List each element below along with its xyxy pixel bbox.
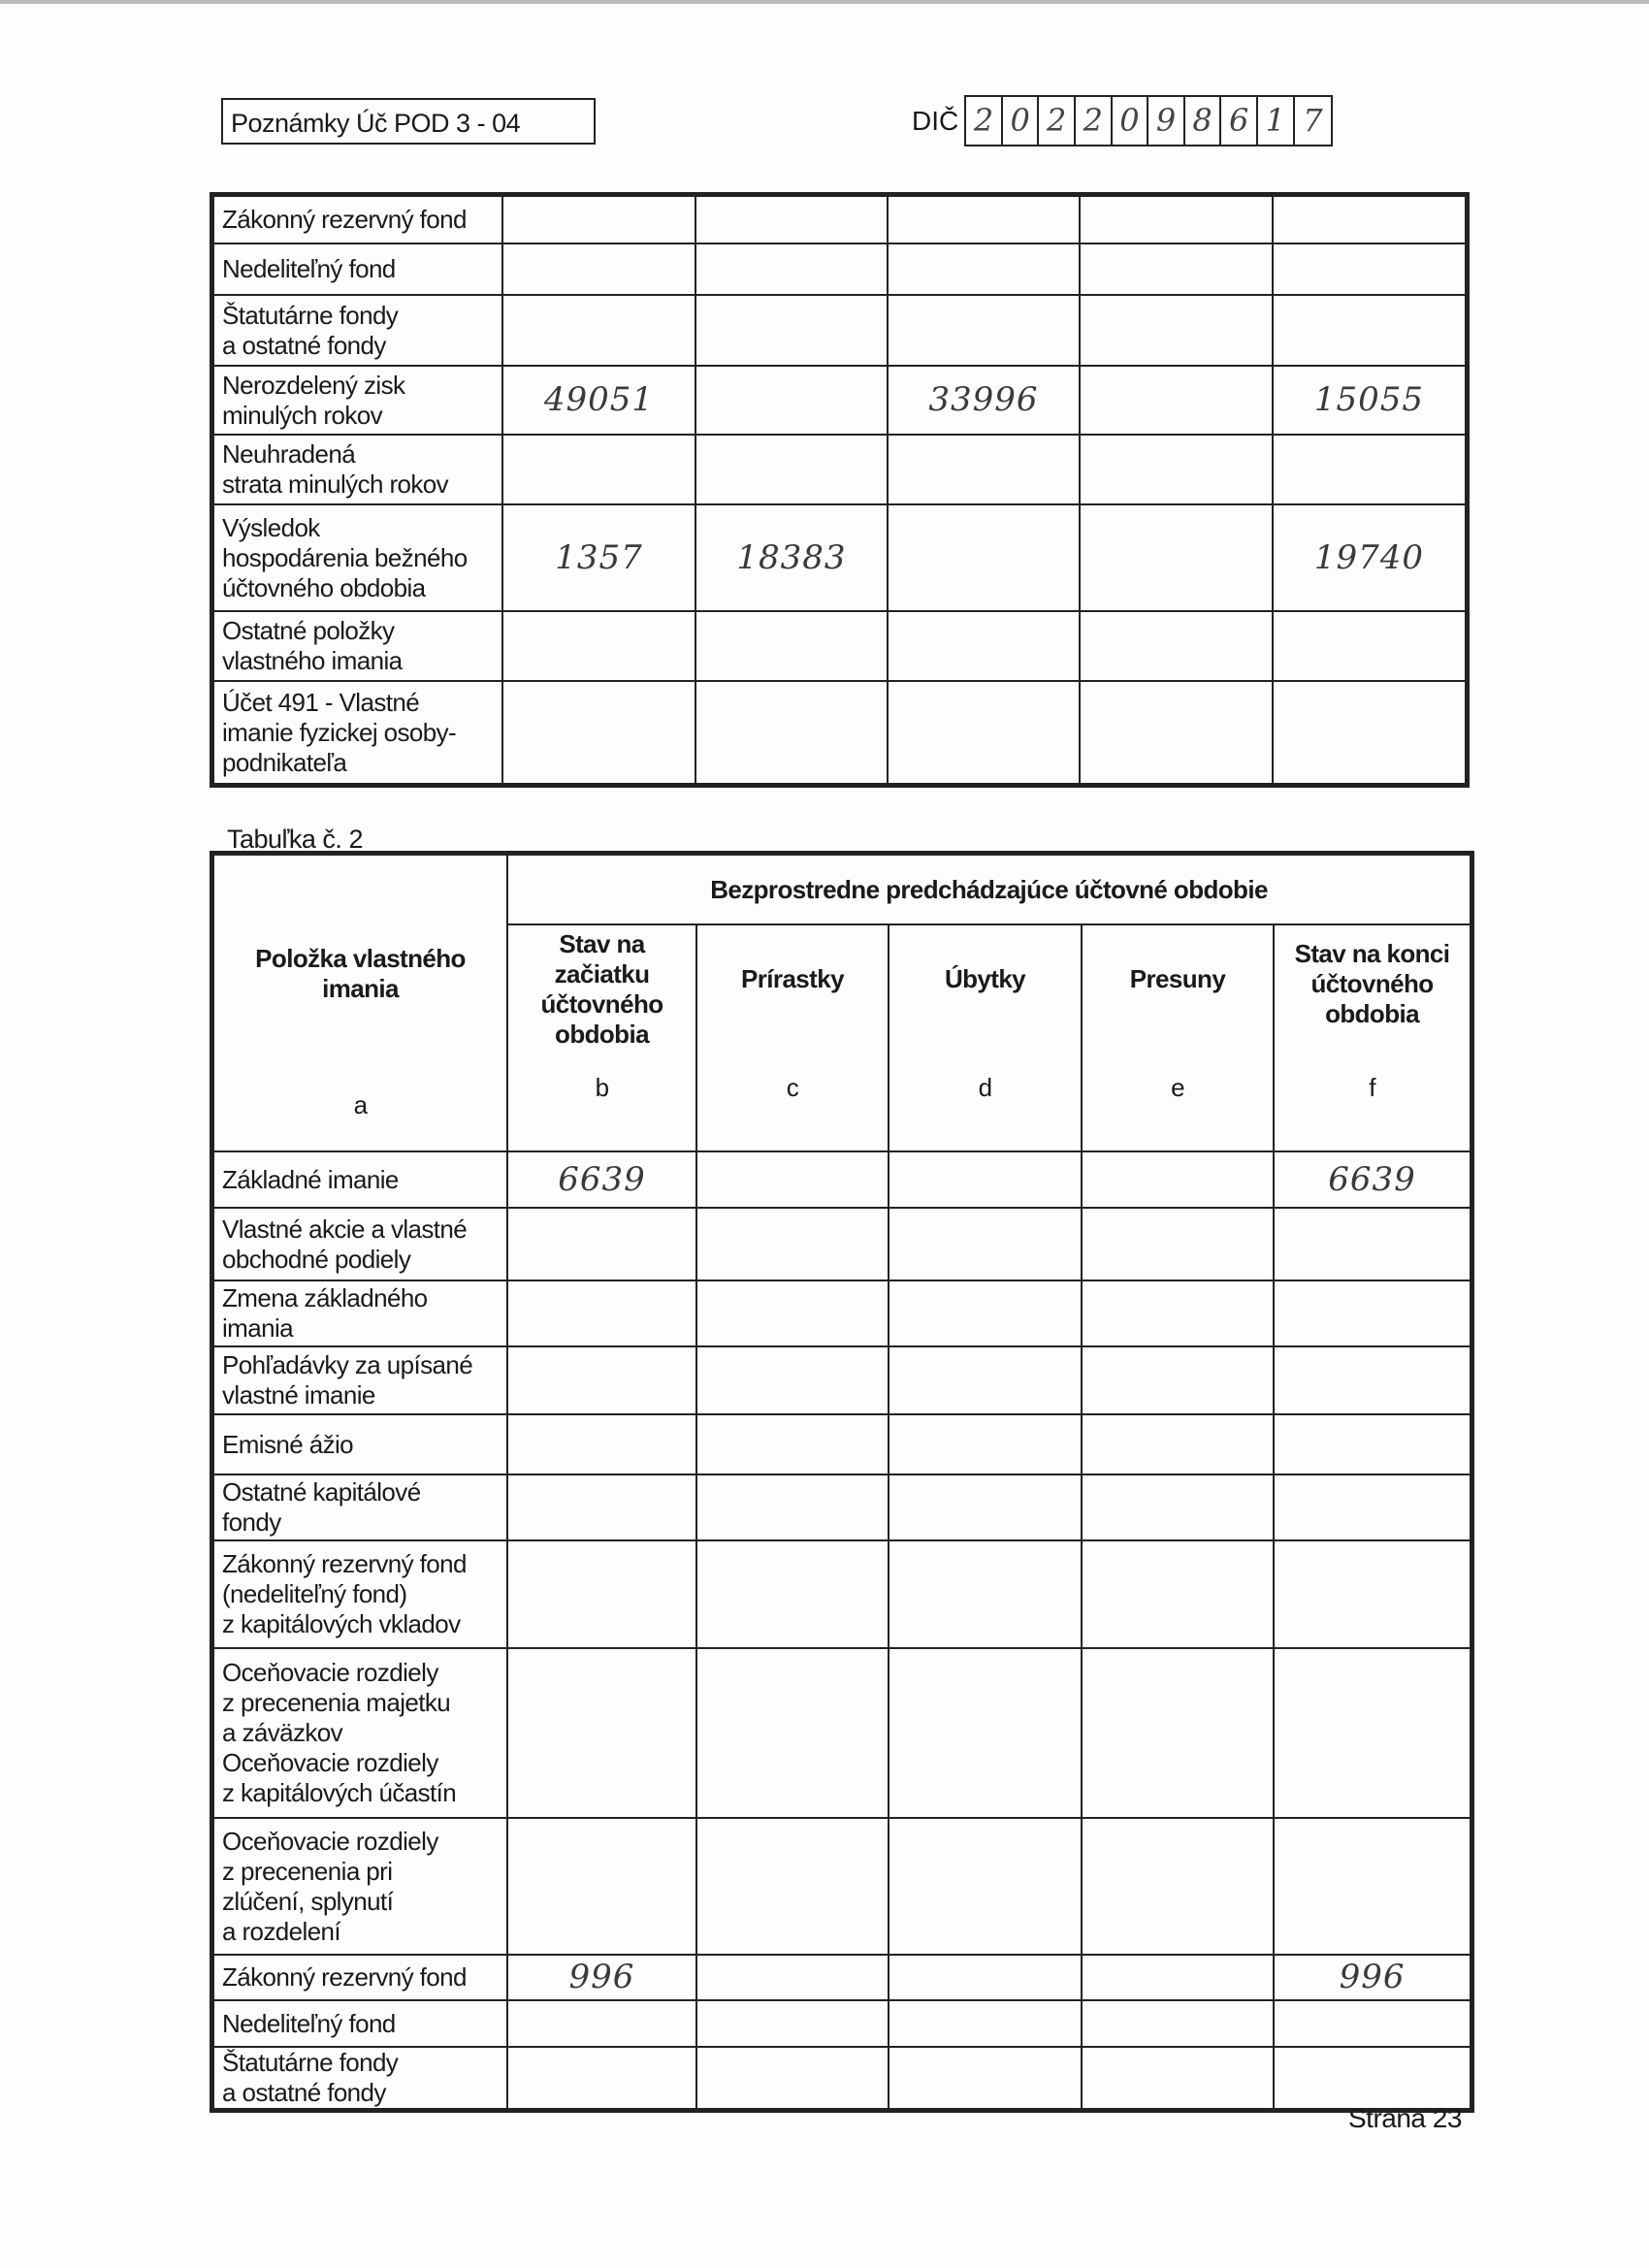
table-row: [213, 1280, 1471, 1346]
table-row: [213, 2000, 1471, 2047]
value-cell-c[interactable]: [696, 1151, 889, 1208]
value-cell-d[interactable]: [889, 2047, 1082, 2109]
value-cell-c[interactable]: [695, 196, 888, 243]
table-row: [213, 504, 1466, 611]
value-cell-d[interactable]: [888, 681, 1080, 784]
value-cell-e[interactable]: [1082, 1280, 1274, 1346]
column-header-f: [1274, 924, 1471, 1151]
dic-digit[interactable]: 0: [1003, 97, 1040, 145]
table-row: [213, 1540, 1471, 1648]
value-cell-e[interactable]: [1082, 1208, 1274, 1280]
column-header-c: [696, 924, 889, 1151]
row-label: Pohľadávky za upísané vlastné imanie: [213, 1346, 507, 1414]
value-cell-e[interactable]: [1082, 2047, 1274, 2109]
value-cell-f[interactable]: [1274, 1346, 1471, 1414]
value-cell-b[interactable]: 1357: [502, 504, 695, 611]
value-cell-e[interactable]: [1080, 435, 1273, 504]
column-letter-f: f: [1369, 1073, 1375, 1103]
value-cell-e[interactable]: [1080, 196, 1273, 243]
table-row: [213, 1414, 1471, 1474]
row-label: Vlastné akcie a vlastné obchodné podiely: [213, 1208, 507, 1280]
value-cell-b[interactable]: [502, 681, 695, 784]
value-cell-c[interactable]: [695, 611, 888, 681]
row-label: Výsledok hospodárenia bežného účtovného obdobia: [213, 504, 502, 611]
row-label: Základné imanie: [213, 1151, 507, 1208]
value-cell-b[interactable]: [502, 611, 695, 681]
table-row: [213, 243, 1466, 295]
value-cell-f[interactable]: [1273, 295, 1466, 366]
value-cell-d[interactable]: [888, 196, 1080, 243]
value-cell-c[interactable]: [696, 1648, 889, 1818]
column-header-label: Úbytky: [944, 964, 1026, 994]
value-cell-b[interactable]: [507, 1414, 696, 1474]
table-row: [213, 1818, 1471, 1955]
value-cell-e[interactable]: [1082, 1648, 1274, 1818]
value-cell-f[interactable]: [1273, 196, 1466, 243]
value-cell-c[interactable]: [696, 2047, 889, 2109]
column-header-d: [889, 924, 1082, 1151]
column-header-label: Stav na začiatku účtovného obdobia: [540, 929, 663, 1050]
value-cell-e[interactable]: [1082, 2000, 1274, 2047]
row-label: Nedeliteľný fond: [213, 243, 502, 295]
value-cell-b[interactable]: 996: [507, 1955, 696, 2000]
table-row: [213, 1648, 1471, 1818]
value-cell-c[interactable]: [695, 366, 888, 435]
value-cell-f[interactable]: [1273, 435, 1466, 504]
table-row: [213, 2047, 1471, 2109]
value-cell-d[interactable]: [889, 1474, 1082, 1540]
value-cell-d[interactable]: [889, 1540, 1082, 1648]
row-label: Štatutárne fondy a ostatné fondy: [213, 295, 502, 366]
value-cell-b[interactable]: [507, 1280, 696, 1346]
dic-digit[interactable]: 0: [1113, 97, 1149, 145]
table-row: [213, 1208, 1471, 1280]
value-cell-b[interactable]: 49051: [502, 366, 695, 435]
column-header-label: Stav na konci účtovného obdobia: [1294, 939, 1450, 1029]
row-label: Zmena základného imania: [213, 1280, 507, 1346]
value-cell-c[interactable]: [695, 295, 888, 366]
column-letter-a: a: [353, 1090, 368, 1119]
table2-caption: Tabuľka č. 2: [227, 825, 363, 854]
value-cell-d[interactable]: [889, 1648, 1082, 1818]
column-header-e: [1082, 924, 1274, 1151]
row-label: Emisné ážio: [213, 1414, 507, 1474]
value-cell-b[interactable]: [507, 1346, 696, 1414]
value-cell-d[interactable]: [888, 243, 1080, 295]
row-label: Zákonný rezervný fond: [213, 196, 502, 243]
value-cell-c[interactable]: [696, 1818, 889, 1955]
value-cell-f[interactable]: [1274, 1540, 1471, 1648]
column-header-label: Presuny: [1129, 964, 1226, 994]
value-cell-d[interactable]: [888, 504, 1080, 611]
value-cell-c[interactable]: [695, 435, 888, 504]
row-label: Nerozdelený zisk minulých rokov: [213, 366, 502, 435]
value-cell-d[interactable]: [889, 1955, 1082, 2000]
value-cell-b[interactable]: [507, 1818, 696, 1955]
value-cell-f[interactable]: [1274, 1818, 1471, 1955]
value-cell-d[interactable]: [889, 1414, 1082, 1474]
value-cell-b[interactable]: [507, 1474, 696, 1540]
value-cell-e[interactable]: [1080, 243, 1273, 295]
value-cell-f[interactable]: [1274, 1280, 1471, 1346]
equity-table-2: [212, 854, 1471, 2110]
value-cell-d[interactable]: [888, 295, 1080, 366]
value-cell-f[interactable]: [1274, 2000, 1471, 2047]
period-group-header: Bezprostredne predchádzajúce účtovné obdobie: [507, 855, 1471, 924]
value-cell-c[interactable]: [696, 1414, 889, 1474]
row-label: Zákonný rezervný fond (nedeliteľný fond) z kapitálových vkladov: [213, 1540, 507, 1648]
value-cell-b[interactable]: [502, 196, 695, 243]
value-cell-f[interactable]: [1274, 1474, 1471, 1540]
row-label: Ostatné kapitálové fondy: [213, 1474, 507, 1540]
value-cell-c[interactable]: [696, 1346, 889, 1414]
value-cell-c[interactable]: 18383: [695, 504, 888, 611]
value-cell-e[interactable]: [1082, 1955, 1274, 2000]
dic-digit[interactable]: 1: [1258, 97, 1295, 145]
value-cell-b[interactable]: [502, 295, 695, 366]
value-cell-b[interactable]: [502, 243, 695, 295]
value-cell-d[interactable]: [889, 1818, 1082, 1955]
value-cell-b[interactable]: [507, 1648, 696, 1818]
value-cell-e[interactable]: [1080, 366, 1273, 435]
row-label: Účet 491 - Vlastné imanie fyzickej osoby- podnikateľa: [213, 681, 502, 784]
column-header-item: [213, 855, 507, 1151]
value-cell-d[interactable]: [889, 1151, 1082, 1208]
value-cell-d[interactable]: [889, 1346, 1082, 1414]
column-header-item-label: Položka vlastného imania: [255, 944, 466, 1003]
row-label: Zákonný rezervný fond: [213, 1955, 507, 2000]
value-cell-b[interactable]: [507, 1540, 696, 1648]
value-cell-c[interactable]: [696, 1540, 889, 1648]
column-letter-d: d: [978, 1073, 992, 1103]
value-cell-e[interactable]: [1080, 681, 1273, 784]
row-label: Oceňovacie rozdiely z precenenia pri zlúčení, splynutí a rozdelení: [213, 1818, 507, 1955]
table-row: [213, 1151, 1471, 1208]
table-row: [213, 681, 1466, 784]
value-cell-d[interactable]: [888, 611, 1080, 681]
value-cell-d[interactable]: [889, 2000, 1082, 2047]
value-cell-e[interactable]: [1082, 1346, 1274, 1414]
value-cell-f[interactable]: 996: [1274, 1955, 1471, 2000]
dic-digit[interactable]: 2: [1076, 97, 1113, 145]
table-row: [213, 435, 1466, 504]
value-cell-e[interactable]: [1082, 1474, 1274, 1540]
value-cell-f[interactable]: 15055: [1273, 366, 1466, 435]
value-cell-b[interactable]: 6639: [507, 1151, 696, 1208]
row-label: Neuhradená strata minulých rokov: [213, 435, 502, 504]
value-cell-b[interactable]: [507, 1208, 696, 1280]
value-cell-f[interactable]: [1274, 1648, 1471, 1818]
value-cell-f[interactable]: 19740: [1273, 504, 1466, 611]
value-cell-f[interactable]: [1273, 611, 1466, 681]
value-cell-d[interactable]: 33996: [888, 366, 1080, 435]
value-cell-f[interactable]: 6639: [1274, 1151, 1471, 1208]
value-cell-c[interactable]: [696, 1208, 889, 1280]
table-row: [213, 295, 1466, 366]
value-cell-c[interactable]: [696, 1280, 889, 1346]
dic-digit[interactable]: 2: [966, 97, 1003, 145]
value-cell-f[interactable]: [1274, 1414, 1471, 1474]
column-header-b: [507, 924, 696, 1151]
value-cell-e[interactable]: [1082, 1151, 1274, 1208]
value-cell-c[interactable]: [695, 681, 888, 784]
value-cell-d[interactable]: [889, 1208, 1082, 1280]
value-cell-b[interactable]: [507, 2047, 696, 2109]
scan-edge: [0, 0, 1649, 4]
value-cell-b[interactable]: [502, 435, 695, 504]
dic-digit-boxes: [964, 95, 1333, 146]
row-label: Štatutárne fondy a ostatné fondy: [213, 2047, 507, 2109]
dic-label: DIČ: [912, 105, 959, 136]
value-cell-f[interactable]: [1274, 2047, 1471, 2109]
column-header-label: Prírastky: [741, 964, 844, 994]
dic-digit[interactable]: 8: [1185, 97, 1222, 145]
dic-digit[interactable]: 2: [1039, 97, 1076, 145]
row-label: Ostatné položky vlastného imania: [213, 611, 502, 681]
value-cell-c[interactable]: [695, 243, 888, 295]
value-cell-c[interactable]: [696, 1474, 889, 1540]
dic-digit[interactable]: 9: [1148, 97, 1185, 145]
value-cell-e[interactable]: [1082, 1414, 1274, 1474]
value-cell-d[interactable]: [889, 1280, 1082, 1346]
value-cell-b[interactable]: [507, 2000, 696, 2047]
row-label: Oceňovacie rozdiely z precenenia majetku a záväzkov Oceňovacie rozdiely z kapitálových účastín: [213, 1648, 507, 1818]
dic-digit[interactable]: 6: [1221, 97, 1258, 145]
value-cell-e[interactable]: [1080, 611, 1273, 681]
column-letter-e: e: [1171, 1073, 1184, 1103]
section-title: Poznámky Úč POD 3 - 04: [221, 98, 596, 145]
row-label: Nedeliteľný fond: [213, 2000, 507, 2047]
value-cell-e[interactable]: [1080, 504, 1273, 611]
page-number: Strana 23: [1348, 2103, 1462, 2133]
table-row: [213, 366, 1466, 435]
value-cell-c[interactable]: [696, 1955, 889, 2000]
table-row: [213, 1474, 1471, 1540]
value-cell-e[interactable]: [1082, 1540, 1274, 1648]
table-row: [213, 611, 1466, 681]
table-row: [213, 1955, 1471, 2000]
dic-digit[interactable]: 7: [1303, 102, 1323, 139]
value-cell-f[interactable]: [1274, 1208, 1471, 1280]
column-letter-c: c: [786, 1073, 799, 1103]
value-cell-e[interactable]: [1080, 295, 1273, 366]
value-cell-f[interactable]: [1273, 681, 1466, 784]
table-row: [213, 1346, 1471, 1414]
value-cell-e[interactable]: [1082, 1818, 1274, 1955]
table-row: [213, 196, 1466, 243]
value-cell-c[interactable]: [696, 2000, 889, 2047]
dic-field: [912, 95, 1333, 146]
equity-table-continued: [212, 195, 1467, 785]
column-letter-b: b: [595, 1073, 609, 1103]
value-cell-d[interactable]: [888, 435, 1080, 504]
value-cell-f[interactable]: [1273, 243, 1466, 295]
